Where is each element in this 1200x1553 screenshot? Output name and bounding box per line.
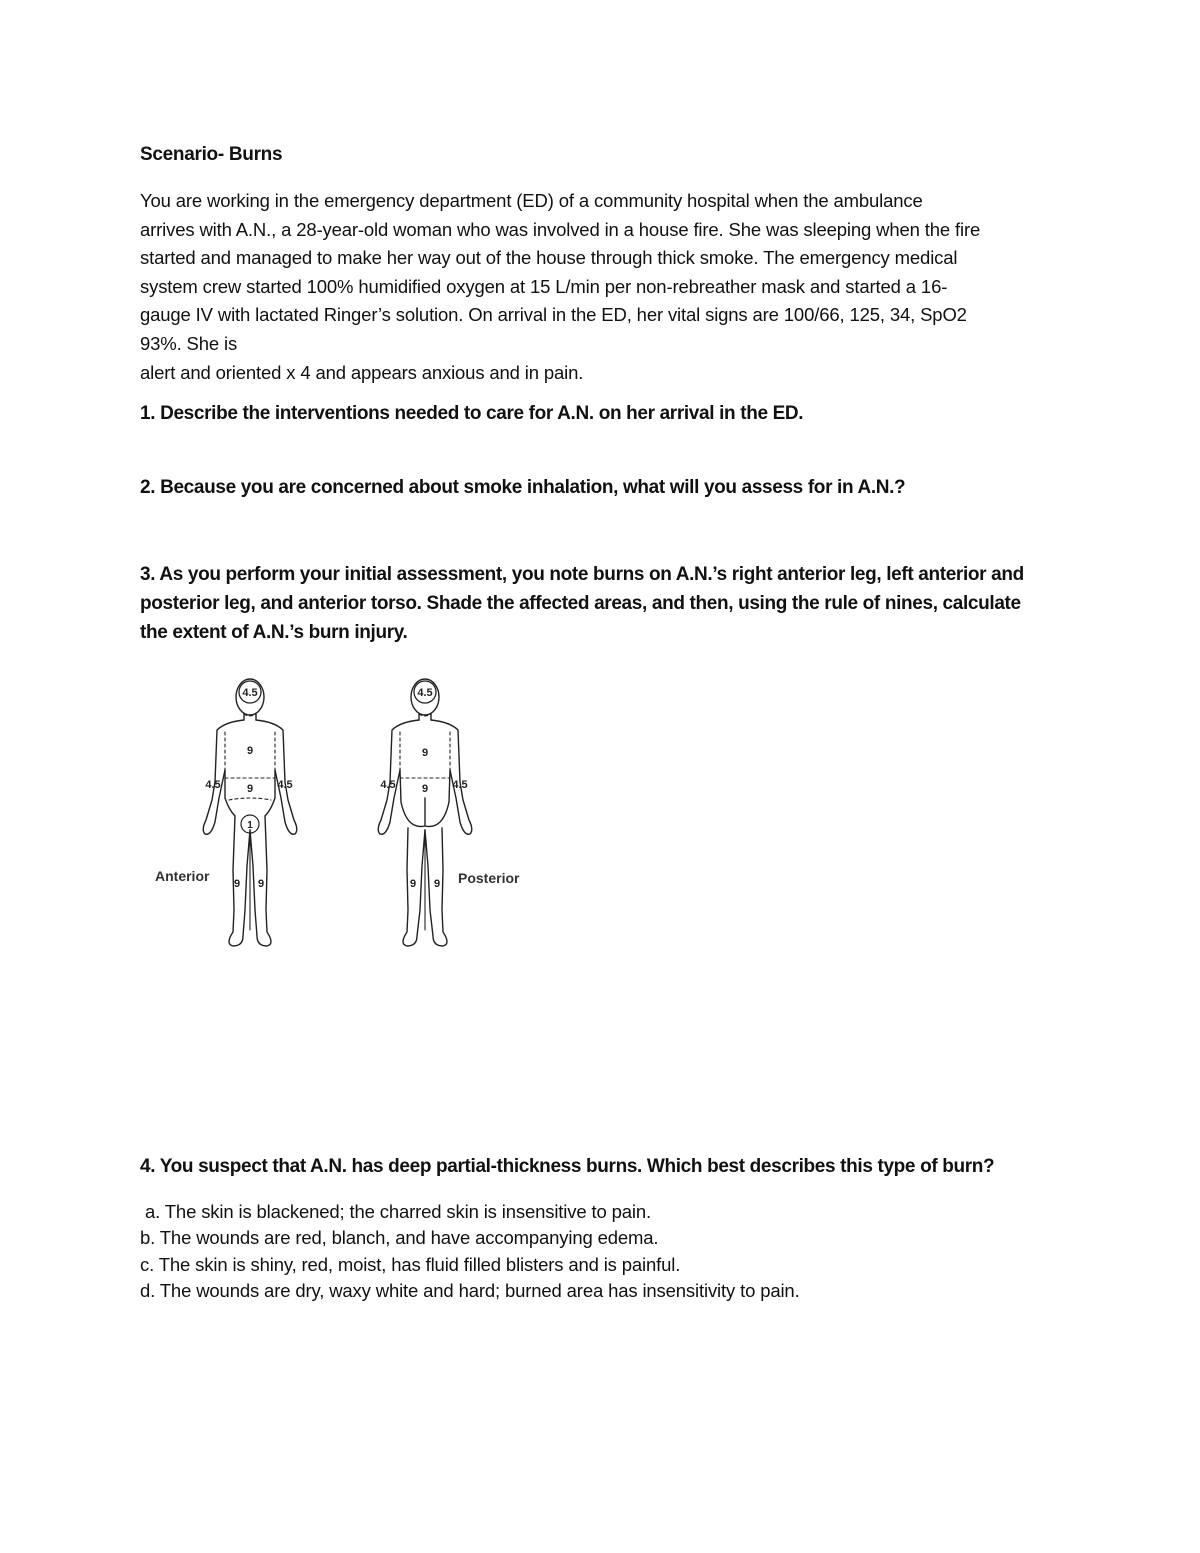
question-1 — [140, 399, 1080, 428]
question-1-text: 1. Describe the interventions needed to care for A.N. on her arrival in the ED. — [140, 403, 804, 424]
scenario-title: Scenario- Burns — [140, 144, 283, 165]
question-3-line: 3. As you perform your initial assessment, you note burns on A.N.’s right anterior leg, left anterior and — [140, 564, 1024, 585]
answer-options — [140, 1199, 800, 1304]
posterior-upper-back-value: 9 — [421, 747, 429, 759]
question-3-line: the extent of A.N.’s burn injury. — [140, 622, 408, 643]
intro-line: You are working in the emergency department (ED) of a community hospital when the ambulance — [140, 190, 923, 211]
intro-line: started and managed to make her way out of the house through thick smoke. The emergency medical — [140, 247, 958, 269]
anterior-right-arm-value: 4.5 — [277, 779, 293, 791]
intro-line: gauge IV with lactated Ringer’s solution. On arrival in the ED, her vital signs are 100/66, 125, 34, SpO2 — [140, 304, 967, 326]
posterior-left-leg-value: 9 — [409, 878, 417, 890]
anterior-right-leg-value: 9 — [257, 878, 265, 890]
anterior-head-value: 4.5 — [242, 687, 258, 699]
intro-line: 93%. She is — [140, 332, 238, 354]
posterior-head-value: 4.5 — [417, 687, 433, 699]
posterior-left-arm-value: 4.5 — [380, 779, 396, 791]
intro-line: system crew started 100% humidified oxygen at 15 L/min per non-rebreather mask and started a 16- — [140, 275, 948, 297]
anterior-label: Anterior — [155, 868, 210, 884]
intro-line: alert and oriented x 4 and appears anxious and in pain. — [140, 361, 584, 383]
option-a: a. The skin is blackened; the charred skin is insensitive to pain. — [140, 1201, 651, 1222]
option-d: d. The wounds are dry, waxy white and hard; burned area has insensitivity to pain. — [140, 1279, 800, 1301]
rule-of-nines-diagram — [145, 670, 535, 962]
anterior-region-dividers — [215, 714, 275, 800]
anterior-left-arm-value: 4.5 — [205, 779, 221, 791]
option-b: b. The wounds are red, blanch, and have accompanying edema. — [140, 1227, 659, 1249]
posterior-right-leg-value: 9 — [433, 878, 441, 890]
anterior-genital-value: 1 — [247, 820, 253, 831]
posterior-right-arm-value: 4.5 — [452, 779, 468, 791]
scenario-intro — [140, 187, 1070, 387]
intro-line: arrives with A.N., a 28-year-old woman who was involved in a house fire. She was sleeping when the fire — [140, 218, 981, 240]
question-2 — [140, 473, 1080, 502]
anterior-abdomen-value: 9 — [246, 783, 254, 795]
posterior-label: Posterior — [458, 870, 520, 886]
anterior-chest-value: 9 — [246, 745, 254, 757]
question-4 — [140, 1152, 1080, 1181]
question-4-text: 4. You suspect that A.N. has deep partial-thickness burns. Which best describes this type of burn? — [140, 1156, 995, 1177]
posterior-lower-back-value: 9 — [421, 783, 429, 795]
option-c: c. The skin is shiny, red, moist, has fluid filled blisters and is painful. — [140, 1253, 681, 1275]
question-3-line: posterior leg, and anterior torso. Shade the affected areas, and then, using the rule of nines, calculate — [140, 593, 1021, 614]
question-2-text: 2. Because you are concerned about smoke inhalation, what will you assess for in A.N.? — [140, 477, 906, 498]
question-3 — [140, 560, 1080, 647]
anterior-left-leg-value: 9 — [233, 878, 241, 890]
posterior-region-dividers — [400, 714, 450, 778]
